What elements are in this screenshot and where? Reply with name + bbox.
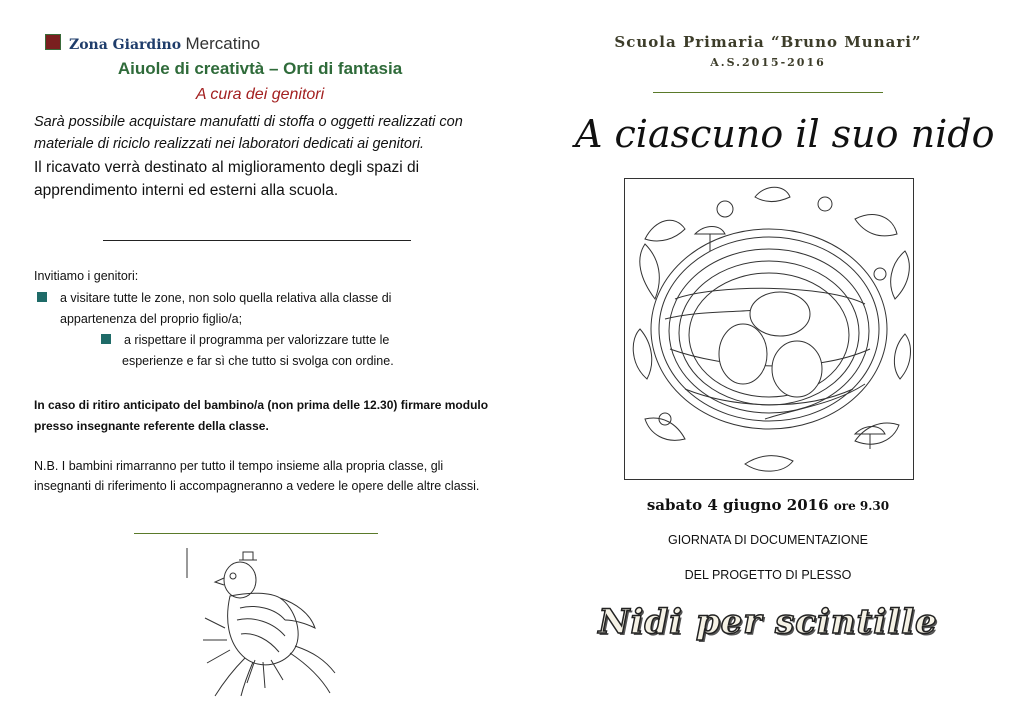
divider-line bbox=[134, 533, 378, 534]
nest-illustration-frame bbox=[624, 178, 914, 480]
bullet-2-text: a rispettare il programma per valorizzare tutte le bbox=[124, 333, 390, 347]
ricavato-paragraph: Il ricavato verrà destinato al miglioramento degli spazi di apprendimento interni ed esterni alla scuola. bbox=[34, 159, 420, 199]
project-title: Nidi per scintille bbox=[598, 602, 938, 642]
time-text: ore 9.30 bbox=[833, 499, 890, 513]
bird-illustration bbox=[185, 548, 340, 698]
bullet-2-continuation: esperienze e far sì che tutto si svolga con ordine. bbox=[122, 354, 394, 368]
bullet-item-2 bbox=[101, 330, 431, 351]
ritiro-note: In caso di ritiro anticipato del bambino/a (non prima delle 12.30) firmare modulo presso insegnante referente della classe. bbox=[34, 398, 489, 433]
invitiamo-label: Invitiamo i genitori: bbox=[34, 269, 139, 283]
event-date bbox=[568, 496, 968, 514]
zone-subtitle: Mercatino bbox=[185, 34, 261, 53]
bullet-1-text: a visitare tutte le zone, non solo quella relativa alla classe di bbox=[60, 291, 392, 305]
cura-subtitle: A cura dei genitori bbox=[195, 86, 325, 103]
aiuole-heading: Aiuole di creativtà – Orti di fantasia bbox=[117, 59, 403, 78]
school-year: A.S.2015-2016 bbox=[710, 56, 826, 69]
school-name: Scuola Primaria “Bruno Munari” bbox=[614, 33, 922, 51]
zone-heading bbox=[45, 34, 260, 54]
square-bullet-icon bbox=[101, 334, 111, 344]
nb-note: N.B. I bambini rimarranno per tutto il tempo insieme alla propria classe, gli insegnanti di riferimento li accompagneranno a vedere le opere delle altre classi. bbox=[34, 459, 480, 493]
bullet-item-1 bbox=[37, 288, 437, 309]
divider-line bbox=[653, 92, 883, 93]
zone-square-icon bbox=[45, 34, 61, 50]
date-text: sabato 4 giugno 2016 bbox=[646, 496, 829, 514]
bullet-1-continuation: appartenenza del proprio figlio/a; bbox=[60, 312, 243, 326]
square-bullet-icon bbox=[37, 292, 47, 302]
giornata-label: GIORNATA DI DOCUMENTAZIONE bbox=[667, 533, 868, 547]
progetto-label: DEL PROGETTO DI PLESSO bbox=[684, 568, 852, 582]
divider-line bbox=[103, 240, 411, 241]
zone-name: Zona Giardino bbox=[69, 37, 182, 53]
intro-paragraph: Sarà possibile acquistare manufatti di stoffa o oggetti realizzati con materiale di riciclo realizzati nei laboratori dedicati ai genitori. bbox=[34, 114, 463, 152]
main-title: A ciascuno il suo nido bbox=[575, 112, 995, 156]
nest-illustration bbox=[625, 179, 913, 479]
